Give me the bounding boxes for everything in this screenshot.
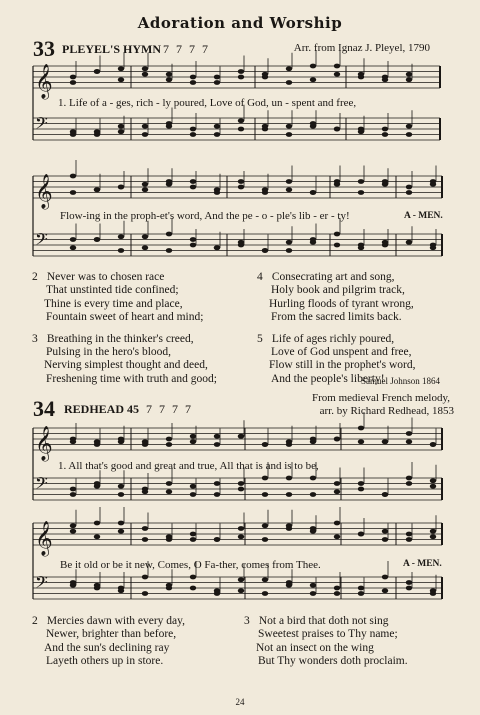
note-head [358,481,364,486]
verse [257,271,415,325]
verse-line: That unstinted tide confined; [46,284,179,297]
note-head [238,240,244,245]
note-head [382,529,388,534]
note-head [142,187,148,192]
page-number: 24 [235,697,245,707]
note-head [94,237,100,242]
note-head [190,132,196,137]
note-head [118,588,124,593]
note-head [94,129,100,134]
verse-number: 3 [244,615,250,627]
note-head [70,245,76,250]
note-head [70,174,76,179]
hymn-number: 34 [33,396,55,421]
note-head [142,537,148,542]
note-head [358,190,364,195]
note-head [406,190,412,195]
note-head [262,537,268,542]
note-head [430,484,436,489]
note-head [190,532,196,537]
note-head [142,234,148,239]
note-head [70,129,76,134]
note-head [334,534,340,539]
note-head [70,523,76,528]
note-head [334,481,340,486]
note-head [286,248,292,253]
note-head [382,77,388,82]
verse-line: Fountain sweet of heart and mind; [46,311,204,324]
note-head [214,434,220,439]
note-head [238,179,244,184]
amen-label: A - MEN. [404,211,443,221]
note-head [406,481,412,486]
note-head [334,64,340,69]
tune-name: PLEYEL'S HYMN [62,42,162,56]
note-head [358,591,364,596]
note-head [70,80,76,85]
note-head [262,75,268,80]
note-head [118,529,124,534]
note-head [166,481,172,486]
note-head [118,234,124,239]
note-head [190,586,196,591]
note-head [166,586,172,591]
note-head [310,64,316,69]
note-head [358,179,364,184]
author-credit: Samuel Johnson 1864 [360,376,440,386]
note-head [382,127,388,132]
note-head [166,232,172,237]
meter: 7 7 7 7 [163,42,210,56]
note-head [190,75,196,80]
note-head [94,534,100,539]
note-head [286,492,292,497]
verse-column-left [32,615,185,669]
note-head [214,190,220,195]
note-head [406,586,412,591]
note-head [94,69,100,74]
note-head [286,476,292,481]
verse-line: Hurling floods of tyrant wrong, [269,297,414,310]
note-head [310,526,316,531]
verse [32,333,217,387]
note-head [190,243,196,248]
verse-line: Not an insect on the wing [256,641,374,654]
note-head [430,182,436,187]
note-head [70,439,76,444]
note-head [70,237,76,242]
note-head [382,588,388,593]
note-head [430,591,436,596]
note-head [238,434,244,439]
note-head [262,591,268,596]
note-head [382,179,388,184]
verse-line: Newer, brighter than before, [46,628,177,641]
hymn-number: 33 [33,36,55,61]
note-head [142,132,148,137]
note-head [190,537,196,542]
note-head [70,529,76,534]
note-head [166,534,172,539]
note-head [358,426,364,431]
note-head [310,77,316,82]
note-head [190,185,196,190]
note-head [190,237,196,242]
verse-number: 4 [257,271,263,283]
note-head [334,243,340,248]
bass-clef-icon: 𝄢 [35,472,48,497]
note-head [406,72,412,77]
note-head [262,190,268,195]
note-head [142,72,148,77]
verse-number: 5 [257,332,263,345]
note-head [286,526,292,531]
note-head [238,588,244,593]
tune-name: REDHEAD 45 [64,402,140,416]
note-head [118,124,124,129]
note-head [166,437,172,442]
note-head [70,75,76,80]
verse-column-right [257,271,415,386]
note-head [118,484,124,489]
bass-clef-icon: 𝄢 [35,571,48,596]
verse-line: Mercies dawn with every day, [46,615,186,627]
note-head [406,580,412,585]
note-head [430,245,436,250]
note-head [358,586,364,591]
lyric-line: Be it old or be it new, Comes, O Fa-ther, comes from Thee. [60,559,321,571]
note-head [70,190,76,195]
note-head [214,75,220,80]
note-head [406,476,412,481]
note-head [142,575,148,580]
verse-line: Life of ages richly poured, [271,332,395,345]
note-head [214,132,220,137]
verse-line: Sweetest praises to Thy name; [258,628,398,641]
note-head [166,77,172,82]
verse-line: Pulsing in the hero's blood, [46,346,172,359]
note-head [310,591,316,596]
note-head [142,66,148,71]
note-head [118,492,124,497]
note-head [286,442,292,447]
note-head [238,487,244,492]
note-head [94,583,100,588]
source-credit: From medieval French melody, [312,392,450,404]
arrangement-credit: Arr. from Ignaz J. Pleyel, 1790 [293,42,430,54]
note-head [382,575,388,580]
note-head [70,492,76,497]
note-head [70,580,76,585]
note-head [334,521,340,526]
note-head [238,185,244,190]
note-head [214,537,220,542]
note-head [214,124,220,129]
note-head [286,240,292,245]
note-head [214,492,220,497]
verse-line: Nerving simplest thought and deed, [44,359,208,372]
note-head [118,248,124,253]
note-head [310,190,316,195]
note-head [406,532,412,537]
note-head [382,492,388,497]
note-head [334,591,340,596]
note-head [406,240,412,245]
note-head [166,248,172,253]
note-head [382,439,388,444]
note-head [142,124,148,129]
note-head [214,588,220,593]
note-head [214,442,220,447]
verse-column-left [32,271,217,386]
treble-clef-icon: 𝄞 [35,521,53,556]
note-head [382,537,388,542]
verse [244,615,408,669]
note-head [118,437,124,442]
note-head [406,132,412,137]
verse-line: Flow still in the prophet's word, [269,359,416,372]
note-head [214,80,220,85]
note-head [118,66,124,71]
amen-label: A - MEN. [403,559,442,569]
note-head [214,481,220,486]
verse-line: Breathing in the thinker's creed, [46,332,194,345]
note-head [382,132,388,137]
note-head [70,487,76,492]
note-head [406,77,412,82]
verse-line: From the sacred limits back. [271,311,402,324]
note-head [430,534,436,539]
note-head [190,179,196,184]
note-head [118,185,124,190]
verse-line: Freshening time with truth and good; [46,372,217,385]
note-head [118,521,124,526]
bass-clef-icon: 𝄢 [35,228,48,253]
verse [32,271,217,325]
note-head [190,484,196,489]
note-head [358,439,364,444]
verse-line: But Thy wonders doth proclaim. [258,655,408,668]
note-head [94,481,100,486]
verse-line: Layeth others up in store. [46,655,164,668]
note-head [166,179,172,184]
note-head [358,532,364,537]
note-head [94,187,100,192]
note-head [142,182,148,187]
lyric-line: 1. All that's good and great and true, All that is and is to be, [58,460,319,472]
note-head [142,489,148,494]
treble-clef-icon: 𝄞 [35,174,53,209]
note-head [334,72,340,77]
note-head [286,580,292,585]
note-head [190,575,196,580]
note-head [142,439,148,444]
note-head [238,118,244,123]
note-head [334,489,340,494]
note-head [190,434,196,439]
note-head [262,248,268,253]
note-head [190,127,196,132]
verse-line: Love of God unspent and free, [271,346,412,359]
note-head [286,80,292,85]
note-head [262,577,268,582]
note-head [286,179,292,184]
note-head [94,439,100,444]
verse-line: And the people's liberty! [271,372,385,385]
verse-column-right [244,615,408,669]
note-head [238,577,244,582]
note-head [406,124,412,129]
verse-line: And the sun's declining ray [44,641,170,654]
note-head [262,476,268,481]
note-head [310,492,316,497]
note-head [310,583,316,588]
note-head [334,182,340,187]
meter: 7 7 7 7 [146,402,193,416]
note-head [94,521,100,526]
section-title: Adoration and Worship [137,14,343,32]
note-head [286,187,292,192]
note-head [382,240,388,245]
note-head [310,437,316,442]
note-head [166,442,172,447]
verse-line: Not a bird that doth not sing [258,615,389,627]
verse-number: 2 [32,615,38,627]
verse-line: Holy book and pilgrim track, [271,284,405,297]
note-head [262,127,268,132]
note-head [310,240,316,245]
treble-clef-icon: 𝄞 [35,64,53,99]
note-head [238,127,244,132]
note-head [262,523,268,528]
note-head [214,245,220,250]
note-head [238,481,244,486]
note-head [142,245,148,250]
note-head [238,69,244,74]
note-head [406,185,412,190]
note-head [334,586,340,591]
lyric-line: Flow-ing in the proph-et's word, And the pe - o - ple's lib - er - ty! [60,210,350,222]
note-head [262,442,268,447]
note-head [334,127,340,132]
lyric-line: 1. Life of a - ges, rich - ly poured, Love of God, un - spent and free, [58,97,357,109]
note-head [190,492,196,497]
note-head [166,489,172,494]
note-head [406,439,412,444]
note-head [358,245,364,250]
verse [32,615,185,669]
note-head [358,75,364,80]
note-head [118,129,124,134]
note-head [334,437,340,442]
verse-line: Never was to chosen race [46,271,165,283]
note-head [286,66,292,71]
note-head [406,431,412,436]
note-head [166,124,172,129]
verse-line: Consecrating art and song, [271,271,395,283]
verse-number: 3 [32,332,38,345]
note-head [238,526,244,531]
arrangement-credit: arr. by Richard Redhead, 1853 [319,405,454,417]
verse-number: 2 [32,271,38,283]
note-head [286,132,292,137]
note-head [142,526,148,531]
note-head [118,77,124,82]
note-head [286,124,292,129]
note-head [142,591,148,596]
note-head [334,232,340,237]
verse-line: Thine is every time and place, [44,297,183,310]
note-head [310,121,316,126]
note-head [166,72,172,77]
note-head [406,537,412,542]
note-head [430,529,436,534]
note-head [358,487,364,492]
note-head [262,492,268,497]
note-head [310,476,316,481]
note-head [358,127,364,132]
note-head [430,442,436,447]
treble-clef-icon: 𝄞 [35,426,53,461]
note-head [190,80,196,85]
note-head [190,439,196,444]
note-head [238,534,244,539]
note-head [430,478,436,483]
note-head [238,75,244,80]
bass-clef-icon: 𝄢 [35,112,48,137]
